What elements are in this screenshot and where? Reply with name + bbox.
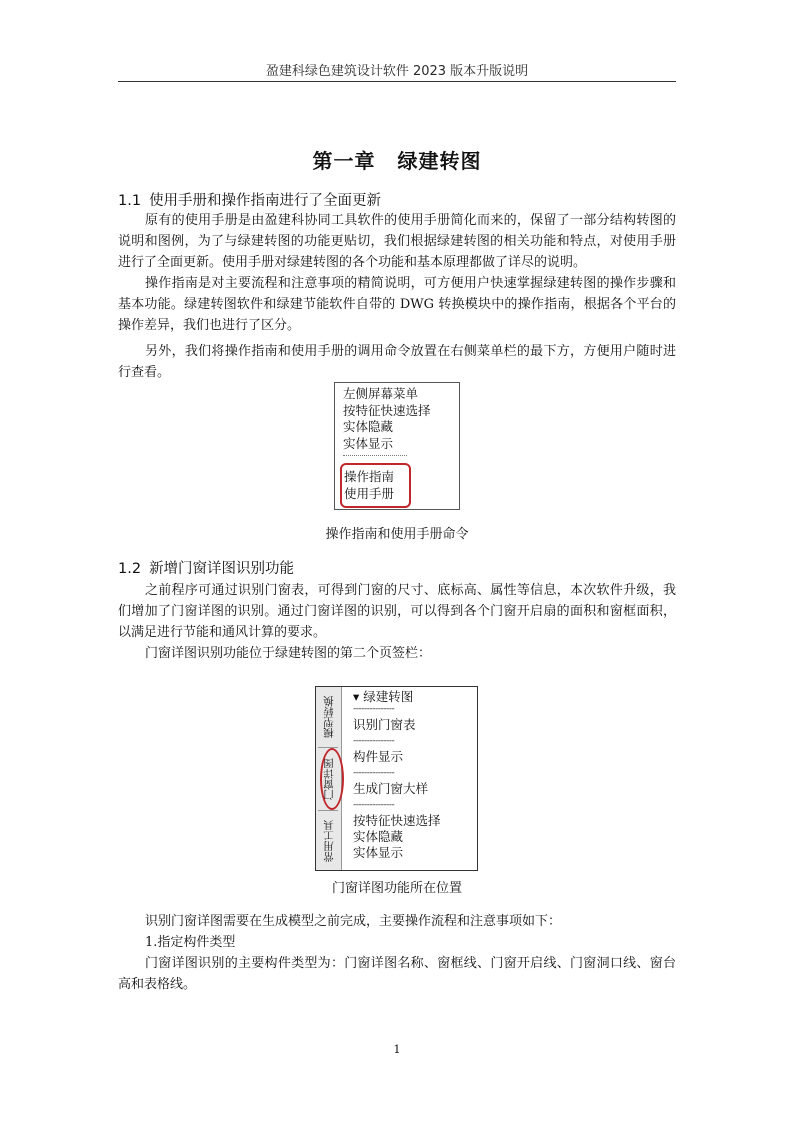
tab-panel-figure xyxy=(315,686,478,871)
menu-item: 生成门窗大样 xyxy=(353,781,429,796)
paragraph: 原有的使用手册是由盈建科协同工具软件的使用手册简化而来的，保留了一部分结构转图的说明和图例，为了与绿建转图的功能更贴切，我们根据绿建转图的相关功能和特点，对使用手册进行了全面更新。使用手册对绿建转图的各个功能和基本原理都做了详尽的说明。 xyxy=(118,213,676,270)
section-title: 使用手册和操作指南进行了全面更新 xyxy=(149,193,382,209)
menu-item: 实体隐藏 xyxy=(343,419,394,434)
page-number: 1 xyxy=(393,1043,401,1056)
section-number: 1.1 xyxy=(118,193,142,209)
menu-item-list xyxy=(343,386,431,452)
paragraph: 操作指南是对主要流程和注意事项的精简说明，可方便用户快速掌握绿建转图的操作步骤和基本功能。绿建转图软件和绿建节能软件自带的 DWG 转换模块中的操作指南，根据各个平台的操作差异，我们也进行了区分。 xyxy=(118,276,676,333)
running-header: 盈建科绿色建筑设计软件 2023 版本升版说明 xyxy=(265,64,529,79)
section-heading-1-2 xyxy=(118,557,294,578)
figure-caption: 门窗详图功能所在位置 xyxy=(331,881,462,896)
tab-model-convert: 模型转换 xyxy=(318,687,338,748)
menu-item-manual: 使用手册 xyxy=(344,485,395,501)
collapse-arrow-icon: ▾ xyxy=(353,689,360,704)
menu-item: 实体显示 xyxy=(353,845,404,860)
highlight-box xyxy=(340,463,411,508)
numbered-step: 1.指定构件类型 xyxy=(145,935,236,950)
chapter-title xyxy=(118,145,676,174)
menu-panel xyxy=(353,689,441,861)
menu-item: 左侧屏幕菜单 xyxy=(343,386,419,401)
menu-separator: --------------- xyxy=(353,768,395,778)
menu-separator xyxy=(343,455,407,460)
paragraph: 门窗详图识别的主要构件类型为：门窗详图名称、窗框线、门窗开启线、门窗洞口线、窗台高和表格线。 xyxy=(118,956,676,992)
menu-item: 按特征快速选择 xyxy=(343,402,431,418)
menu-separator: --------------- xyxy=(353,800,395,810)
menu-title: ▾ 绿建转图 xyxy=(353,689,414,704)
figure-caption: 操作指南和使用手册命令 xyxy=(325,527,469,542)
menu-item: 识别门窗表 xyxy=(353,717,416,732)
menu-item: 实体隐藏 xyxy=(353,829,404,844)
section-title: 新增门窗详图识别功能 xyxy=(149,561,295,577)
menu-item: 按特征快速选择 xyxy=(353,813,441,828)
menu-item-guide: 操作指南 xyxy=(344,469,395,484)
menu-separator: --------------- xyxy=(353,704,395,714)
menu-item: 构件显示 xyxy=(353,749,404,764)
section-number: 1.2 xyxy=(118,561,142,577)
header-rule xyxy=(118,81,676,82)
paragraph: 另外，我们将操作指南和使用手册的调用命令放置在右侧菜单栏的最下方，方便用户随时进行查看。 xyxy=(118,344,676,380)
section-heading-1-1 xyxy=(118,189,381,210)
chapter-number: 第一章 xyxy=(312,149,376,173)
paragraph: 门窗详图识别功能位于绿建转图的第二个页签栏： xyxy=(145,646,432,661)
paragraph: 识别门窗详图需要在生成模型之前完成，主要操作流程和注意事项如下： xyxy=(145,914,562,929)
paragraph: 之前程序可通过识别门窗表，可得到门窗的尺寸、底标高、属性等信息，本次软件升级，我们增加了门窗详图的识别。通过门窗详图的识别，可以得到各个门窗开启扇的面积和窗框面积，以满足进行节能和通风计算的要求。 xyxy=(118,583,676,640)
menu-item: 实体显示 xyxy=(343,435,394,451)
chapter-name: 绿建转图 xyxy=(397,149,482,173)
menu-separator: --------------- xyxy=(353,736,395,746)
menu-screenshot-figure xyxy=(334,382,460,510)
highlight-circle xyxy=(320,748,344,810)
tab-window-detail: 门窗详图 xyxy=(318,748,338,811)
tab-common-tools: 常用工具 xyxy=(322,819,335,862)
